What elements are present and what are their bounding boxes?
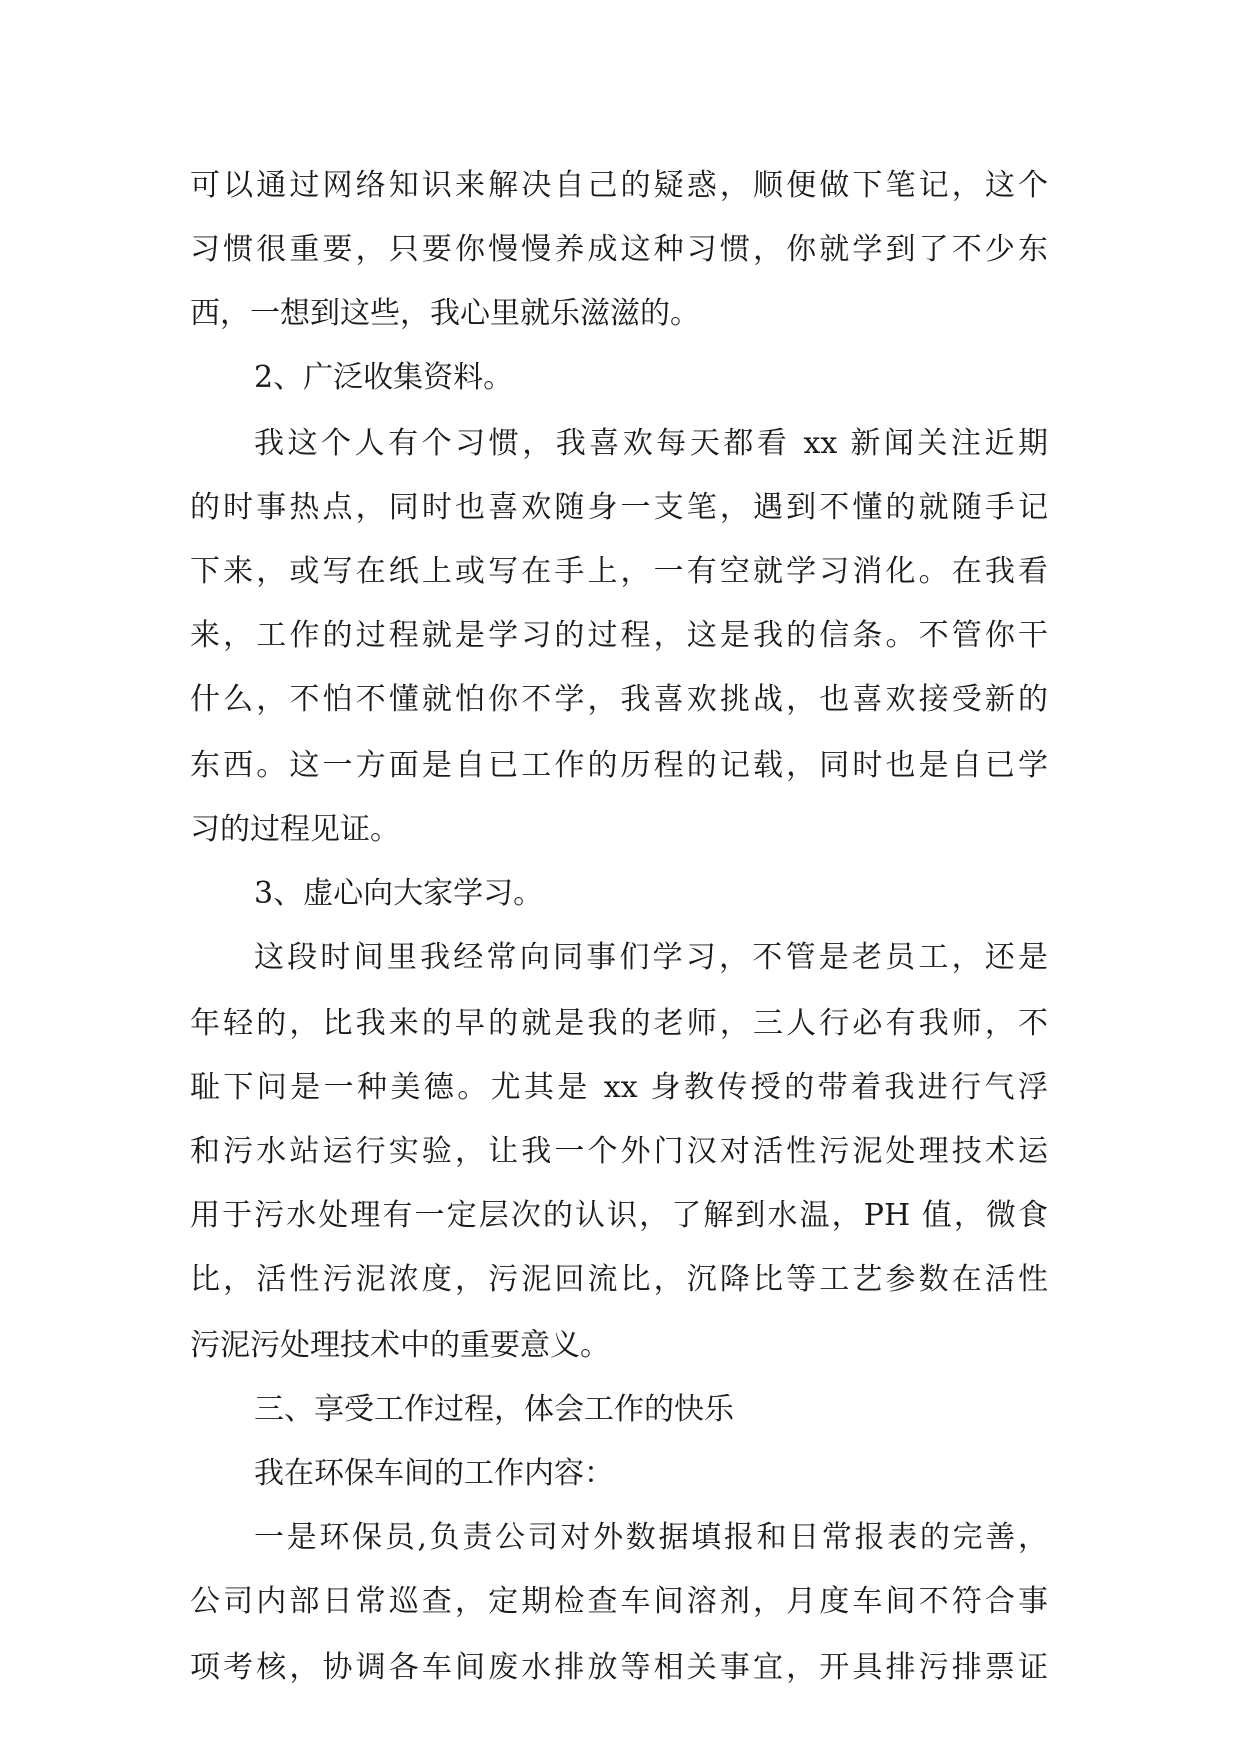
text-line: 习惯很重要，只要你慢慢养成这种习惯，你就学到了不少东 xyxy=(190,232,1048,267)
text-line: 西，一想到这些，我心里就乐滋滋的。 xyxy=(190,296,700,331)
text-line: 和污水站运行实验，让我一个外门汉对活性污泥处理技术运 xyxy=(190,1134,1048,1169)
text-line: 用于污水处理有一定层次的认识，了解到水温，PH 值，微食 xyxy=(190,1198,1048,1233)
text-line: 年轻的，比我来的早的就是我的老师，三人行必有我师，不 xyxy=(190,1006,1048,1041)
section-heading: 3、虚心向大家学习。 xyxy=(254,876,544,911)
text-line: 比，活性污泥浓度，污泥回流比，沉降比等工艺参数在活性 xyxy=(190,1262,1048,1297)
text-line: 我这个人有个习惯，我喜欢每天都看 xx 新闻关注近期 xyxy=(254,426,1048,461)
text-line: 下来，或写在纸上或写在手上，一有空就学习消化。在我看 xyxy=(190,554,1048,589)
text-line: 污泥污处理技术中的重要意义。 xyxy=(190,1328,610,1363)
text-line: 这段时间里我经常向同事们学习，不管是老员工，还是 xyxy=(254,940,1048,975)
text-line: 一是环保员,负责公司对外数据填报和日常报表的完善， xyxy=(254,1520,1048,1555)
text-line: 的时事热点，同时也喜欢随身一支笔，遇到不懂的就随手记 xyxy=(190,490,1048,525)
section-heading: 三、享受工作过程，体会工作的快乐 xyxy=(254,1392,734,1427)
text-line: 公司内部日常巡查，定期检查车间溶剂，月度车间不符合事 xyxy=(190,1584,1048,1619)
text-line: 我在环保车间的工作内容： xyxy=(254,1456,614,1491)
text-line: 什么，不怕不懂就怕你不学，我喜欢挑战，也喜欢接受新的 xyxy=(190,682,1048,717)
text-line: 项考核，协调各车间废水排放等相关事宜，开具排污排票证 xyxy=(190,1650,1048,1685)
text-line: 习的过程见证。 xyxy=(190,812,400,847)
text-line: 耻下问是一种美德。尤其是 xx 身教传授的带着我进行气浮 xyxy=(190,1070,1048,1105)
text-line: 东西。这一方面是自已工作的历程的记载，同时也是自已学 xyxy=(190,748,1048,783)
section-heading: 2、广泛收集资料。 xyxy=(254,360,514,395)
text-line: 可以通过网络知识来解决自己的疑惑，顺便做下笔记，这个 xyxy=(190,168,1048,203)
text-line: 来，工作的过程就是学习的过程，这是我的信条。不管你干 xyxy=(190,618,1048,653)
